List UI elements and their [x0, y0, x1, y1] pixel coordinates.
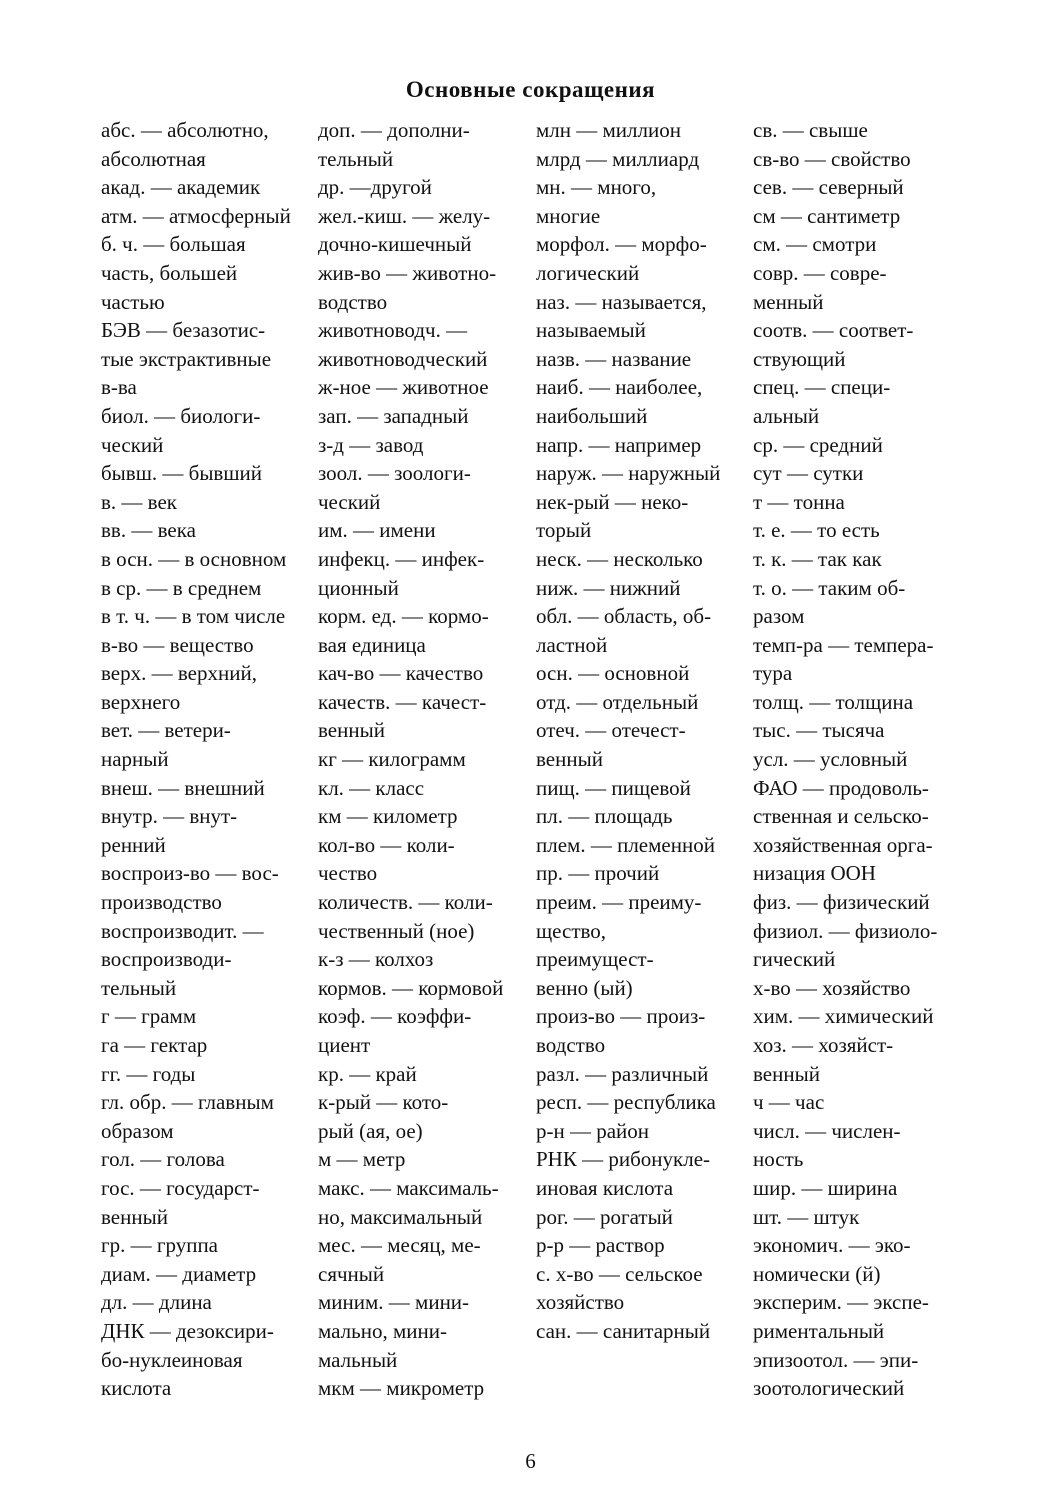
- abbreviation-line: физ. — физический: [753, 890, 930, 915]
- abbreviation-line: частью: [101, 289, 165, 314]
- abbreviation-line: в-ва: [101, 375, 137, 400]
- abbreviation-line: вв. — века: [101, 518, 196, 543]
- abbreviation-line: респ. — республика: [536, 1090, 716, 1115]
- abbreviation-line: ческий: [101, 432, 164, 457]
- abbreviation-line: произ-во — произ-: [536, 1004, 706, 1029]
- abbreviation-line: пищ. — пищевой: [536, 775, 691, 800]
- abbreviation-line: ность: [753, 1147, 804, 1172]
- abbreviation-line: г — грамм: [101, 1004, 197, 1029]
- abbreviation-line: воспроиз-во — вос-: [101, 861, 279, 886]
- abbreviation-line: венно (ый): [536, 975, 633, 1000]
- abbreviation-line: кл. — класс: [318, 775, 425, 800]
- abbreviation-line: кач-во — качество: [318, 661, 484, 686]
- abbreviation-line: атм. — атмосферный: [101, 203, 291, 228]
- abbreviation-line: в. — век: [101, 489, 177, 514]
- abbreviation-line: тельный: [101, 975, 177, 1000]
- abbreviation-line: венный: [318, 718, 385, 743]
- abbreviation-line: мн. — много,: [536, 175, 657, 200]
- abbreviation-line: ческий: [318, 489, 381, 514]
- abbreviation-line: назв. — название: [536, 346, 692, 371]
- abbreviation-line: верх. — верхний,: [101, 661, 257, 686]
- abbreviation-line: гол. — голова: [101, 1147, 225, 1172]
- abbreviation-line: т. к. — так как: [753, 546, 882, 571]
- abbreviation-line: воспроизводит. —: [101, 918, 264, 943]
- abbreviation-line: РНК — рибонукле-: [536, 1147, 711, 1172]
- abbreviation-line: преимущест-: [536, 947, 654, 972]
- abbreviation-line: тельный: [318, 146, 394, 171]
- abbreviation-line: физиол. — физиоло-: [753, 918, 938, 943]
- abbreviation-line: ционный: [318, 575, 399, 600]
- abbreviation-line: животноводческий: [318, 346, 488, 371]
- abbreviation-line: преим. — преиму-: [536, 890, 702, 915]
- abbreviation-line: воспроизводи-: [101, 947, 232, 972]
- abbreviation-line: бывш. — бывший: [101, 461, 262, 486]
- abbreviation-line: в осн. — в основном: [101, 546, 287, 571]
- abbreviation-line: обл. — область, об-: [536, 604, 712, 629]
- abbreviation-line: иновая кислота: [536, 1175, 674, 1200]
- abbreviation-line: многие: [536, 203, 601, 228]
- abbreviation-line: мкм — микрометр: [318, 1376, 485, 1401]
- abbreviation-line: образом: [101, 1118, 174, 1143]
- abbreviation-line: абс. — абсолютно,: [101, 118, 269, 142]
- abbreviation-column-4: [753, 116, 937, 1403]
- abbreviation-line: ч — час: [753, 1090, 825, 1115]
- abbreviation-line: га — гектар: [101, 1033, 208, 1057]
- abbreviation-column-2: [318, 116, 503, 1403]
- abbreviation-line: рый (ая, ое): [318, 1118, 423, 1143]
- abbreviation-line: числ. — числен-: [753, 1118, 901, 1143]
- abbreviation-line: с. х-во — сельское: [536, 1261, 703, 1286]
- abbreviation-line: номически (й): [753, 1261, 881, 1286]
- abbreviation-line: ствующий: [753, 346, 846, 371]
- abbreviation-line: пл. — площадь: [536, 804, 673, 829]
- abbreviation-line: хозяйство: [536, 1290, 625, 1315]
- abbreviation-line: называемый: [536, 318, 646, 343]
- abbreviation-line: млрд — миллиард: [536, 146, 700, 171]
- abbreviation-line: щество,: [536, 918, 607, 943]
- abbreviation-line: плем. — племенной: [536, 832, 715, 857]
- abbreviation-line: мальный: [318, 1347, 398, 1372]
- abbreviation-line: акад. — академик: [101, 175, 261, 200]
- abbreviation-line: доп. — дополни-: [318, 118, 470, 142]
- abbreviation-line: коэф. — коэффи-: [318, 1004, 472, 1029]
- abbreviation-line: ср. — средний: [753, 432, 883, 457]
- abbreviation-column-1: [101, 116, 291, 1403]
- abbreviation-line: гос. — государст-: [101, 1175, 260, 1200]
- abbreviation-line: логический: [536, 260, 640, 285]
- abbreviation-line: часть, большей: [101, 260, 238, 285]
- abbreviation-line: внеш. — внешний: [101, 775, 265, 800]
- abbreviation-line: эпизоотол. — эпи-: [753, 1347, 919, 1372]
- abbreviation-line: сячный: [318, 1261, 385, 1286]
- abbreviation-line: внутр. — внут-: [101, 804, 238, 829]
- abbreviation-line: кормов. — кормовой: [318, 975, 504, 1000]
- abbreviation-line: риментальный: [753, 1318, 885, 1343]
- abbreviation-line: верхнего: [101, 689, 181, 714]
- abbreviation-line: морфол. — морфо-: [536, 232, 707, 257]
- abbreviation-line: соотв. — соответ-: [753, 318, 914, 343]
- abbreviation-line: наруж. — наружный: [536, 461, 721, 486]
- abbreviation-line: совр. — совре-: [753, 260, 887, 285]
- abbreviation-line: венный: [753, 1061, 820, 1086]
- abbreviation-line: разом: [753, 604, 805, 629]
- abbreviation-line: миним. — мини-: [318, 1290, 470, 1315]
- abbreviation-line: т. е. — то есть: [753, 518, 880, 543]
- abbreviation-line: биол. — биологи-: [101, 403, 261, 428]
- abbreviation-line: мально, мини-: [318, 1318, 447, 1343]
- abbreviation-line: животноводч. —: [318, 318, 468, 343]
- abbreviation-line: вет. — ветери-: [101, 718, 231, 743]
- abbreviation-line: усл. — условный: [753, 747, 908, 772]
- abbreviation-line: толщ. — толщина: [753, 689, 914, 714]
- abbreviation-line: св. — свыше: [753, 118, 868, 142]
- abbreviation-line: дл. — длина: [101, 1290, 212, 1315]
- abbreviation-line: зоотологический: [753, 1376, 905, 1401]
- abbreviation-line: жел.-киш. — желу-: [318, 203, 491, 228]
- abbreviation-line: гр. — группа: [101, 1233, 218, 1258]
- abbreviation-line: жив-во — животно-: [318, 260, 497, 285]
- abbreviation-line: ДНК — дезоксири-: [101, 1318, 274, 1343]
- abbreviation-line: количеств. — коли-: [318, 890, 493, 915]
- abbreviation-line: р-н — район: [536, 1118, 650, 1143]
- abbreviation-line: ж-ное — животное: [318, 375, 489, 400]
- abbreviation-line: но, максимальный: [318, 1204, 483, 1229]
- abbreviation-line: дочно-кишечный: [318, 232, 472, 257]
- abbreviation-line: нек-рый — неко-: [536, 489, 689, 514]
- abbreviation-line: т. о. — таким об-: [753, 575, 906, 600]
- abbreviation-line: гический: [753, 947, 836, 972]
- abbreviation-line: спец. — специ-: [753, 375, 891, 400]
- abbreviation-line: см. — смотри: [753, 232, 877, 257]
- abbreviation-line: рог. — рогатый: [536, 1204, 673, 1229]
- abbreviation-line: мес. — месяц, ме-: [318, 1233, 481, 1258]
- abbreviation-line: бо-нуклеиновая: [101, 1347, 243, 1372]
- abbreviation-line: абсолютная: [101, 146, 206, 171]
- abbreviation-column-3: [536, 116, 720, 1346]
- abbreviation-line: циент: [318, 1033, 371, 1057]
- page-title: Основные сокращения: [405, 77, 656, 102]
- abbreviation-line: кг — килограмм: [318, 747, 466, 772]
- abbreviation-line: хим. — химический: [753, 1004, 934, 1029]
- abbreviation-line: тыс. — тысяча: [753, 718, 885, 743]
- abbreviation-line: сев. — северный: [753, 175, 904, 200]
- abbreviation-line: напр. — например: [536, 432, 702, 457]
- abbreviation-line: инфекц. — инфек-: [318, 546, 485, 571]
- abbreviation-line: водство: [318, 289, 388, 314]
- abbreviation-line: б. ч. — большая: [101, 232, 246, 257]
- abbreviation-line: наиб. — наиболее,: [536, 375, 703, 400]
- abbreviation-line: эксперим. — экспе-: [753, 1290, 929, 1315]
- abbreviation-line: чество: [318, 861, 378, 886]
- abbreviation-line: зап. — западный: [318, 403, 469, 428]
- abbreviation-line: р-р — раствор: [536, 1233, 665, 1258]
- abbreviation-line: шт. — штук: [753, 1204, 860, 1229]
- abbreviation-line: наз. — называется,: [536, 289, 707, 314]
- abbreviation-line: нарный: [101, 747, 169, 772]
- abbreviation-line: х-во — хозяйство: [753, 975, 911, 1000]
- abbreviation-line: БЭВ — безазотис-: [101, 318, 266, 343]
- abbreviation-line: сан. — санитарный: [536, 1318, 711, 1343]
- abbreviation-line: к-рый — кото-: [318, 1090, 449, 1115]
- abbreviation-line: осн. — основной: [536, 661, 690, 686]
- abbreviation-line: т — тонна: [753, 489, 845, 514]
- abbreviation-line: др. —другой: [318, 175, 432, 200]
- abbreviation-line: темп-ра — темпера-: [753, 632, 934, 657]
- abbreviation-line: макс. — максималь-: [318, 1175, 499, 1200]
- abbreviation-line: кислота: [101, 1376, 172, 1401]
- abbreviation-line: ренний: [101, 832, 166, 857]
- abbreviation-line: хоз. — хозяйст-: [753, 1033, 894, 1057]
- abbreviation-line: корм. ед. — кормо-: [318, 604, 489, 629]
- abbreviation-line: ФАО — продоволь-: [753, 775, 929, 800]
- abbreviation-line: см — сантиметр: [753, 203, 901, 228]
- abbreviation-line: торый: [536, 518, 592, 543]
- abbreviation-line: качеств. — качест-: [318, 689, 487, 714]
- abbreviation-line: кол-во — коли-: [318, 832, 455, 857]
- abbreviation-line: в т. ч. — в том числе: [101, 604, 286, 629]
- abbreviation-line: им. — имени: [318, 518, 436, 543]
- abbreviation-line: шир. — ширина: [753, 1175, 898, 1200]
- abbreviation-line: низация ООН: [753, 861, 876, 886]
- abbreviation-line: ниж. — нижний: [536, 575, 681, 600]
- abbreviation-line: венный: [101, 1204, 168, 1229]
- abbreviation-line: наибольший: [536, 403, 648, 428]
- abbreviation-line: гл. обр. — главным: [101, 1090, 274, 1115]
- abbreviation-line: тура: [753, 661, 793, 686]
- abbreviation-line: св-во — свойство: [753, 146, 911, 171]
- abbreviation-line: экономич. — эко-: [753, 1233, 911, 1258]
- abbreviation-line: з-д — завод: [318, 432, 424, 457]
- abbreviation-line: в ср. — в среднем: [101, 575, 262, 600]
- abbreviation-line: разл. — различный: [536, 1061, 709, 1086]
- abbreviation-line: к-з — колхоз: [318, 947, 434, 972]
- abbreviation-line: ственная и сельско-: [753, 804, 929, 829]
- abbreviation-line: диам. — диаметр: [101, 1261, 257, 1286]
- abbreviation-line: сут — сутки: [753, 461, 864, 486]
- abbreviation-line: отд. — отдельный: [536, 689, 699, 714]
- abbreviation-line: неск. — несколько: [536, 546, 703, 571]
- page-number: 6: [525, 1449, 536, 1473]
- abbreviation-line: зоол. — зоологи-: [318, 461, 471, 486]
- abbreviation-line: в-во — вещество: [101, 632, 254, 657]
- abbreviation-line: хозяйственная орга-: [753, 832, 933, 857]
- abbreviation-line: гг. — годы: [101, 1061, 196, 1086]
- abbreviation-line: вая единица: [318, 632, 426, 657]
- abbreviation-line: тые экстрактивные: [101, 346, 272, 371]
- abbreviation-line: м — метр: [318, 1147, 406, 1172]
- abbreviation-line: менный: [753, 289, 824, 314]
- abbreviation-line: отеч. — отечест-: [536, 718, 686, 743]
- abbreviation-line: производство: [101, 890, 222, 915]
- abbreviation-line: кр. — край: [318, 1061, 417, 1086]
- abbreviation-line: км — километр: [318, 804, 458, 829]
- abbreviation-line: венный: [536, 747, 603, 772]
- abbreviation-line: водство: [536, 1033, 606, 1057]
- abbreviation-line: чественный (ное): [318, 918, 475, 943]
- abbreviation-line: альный: [753, 403, 820, 428]
- abbreviation-line: пр. — прочий: [536, 861, 660, 886]
- abbreviation-line: млн — миллион: [536, 118, 681, 142]
- abbreviation-line: ластной: [536, 632, 608, 657]
